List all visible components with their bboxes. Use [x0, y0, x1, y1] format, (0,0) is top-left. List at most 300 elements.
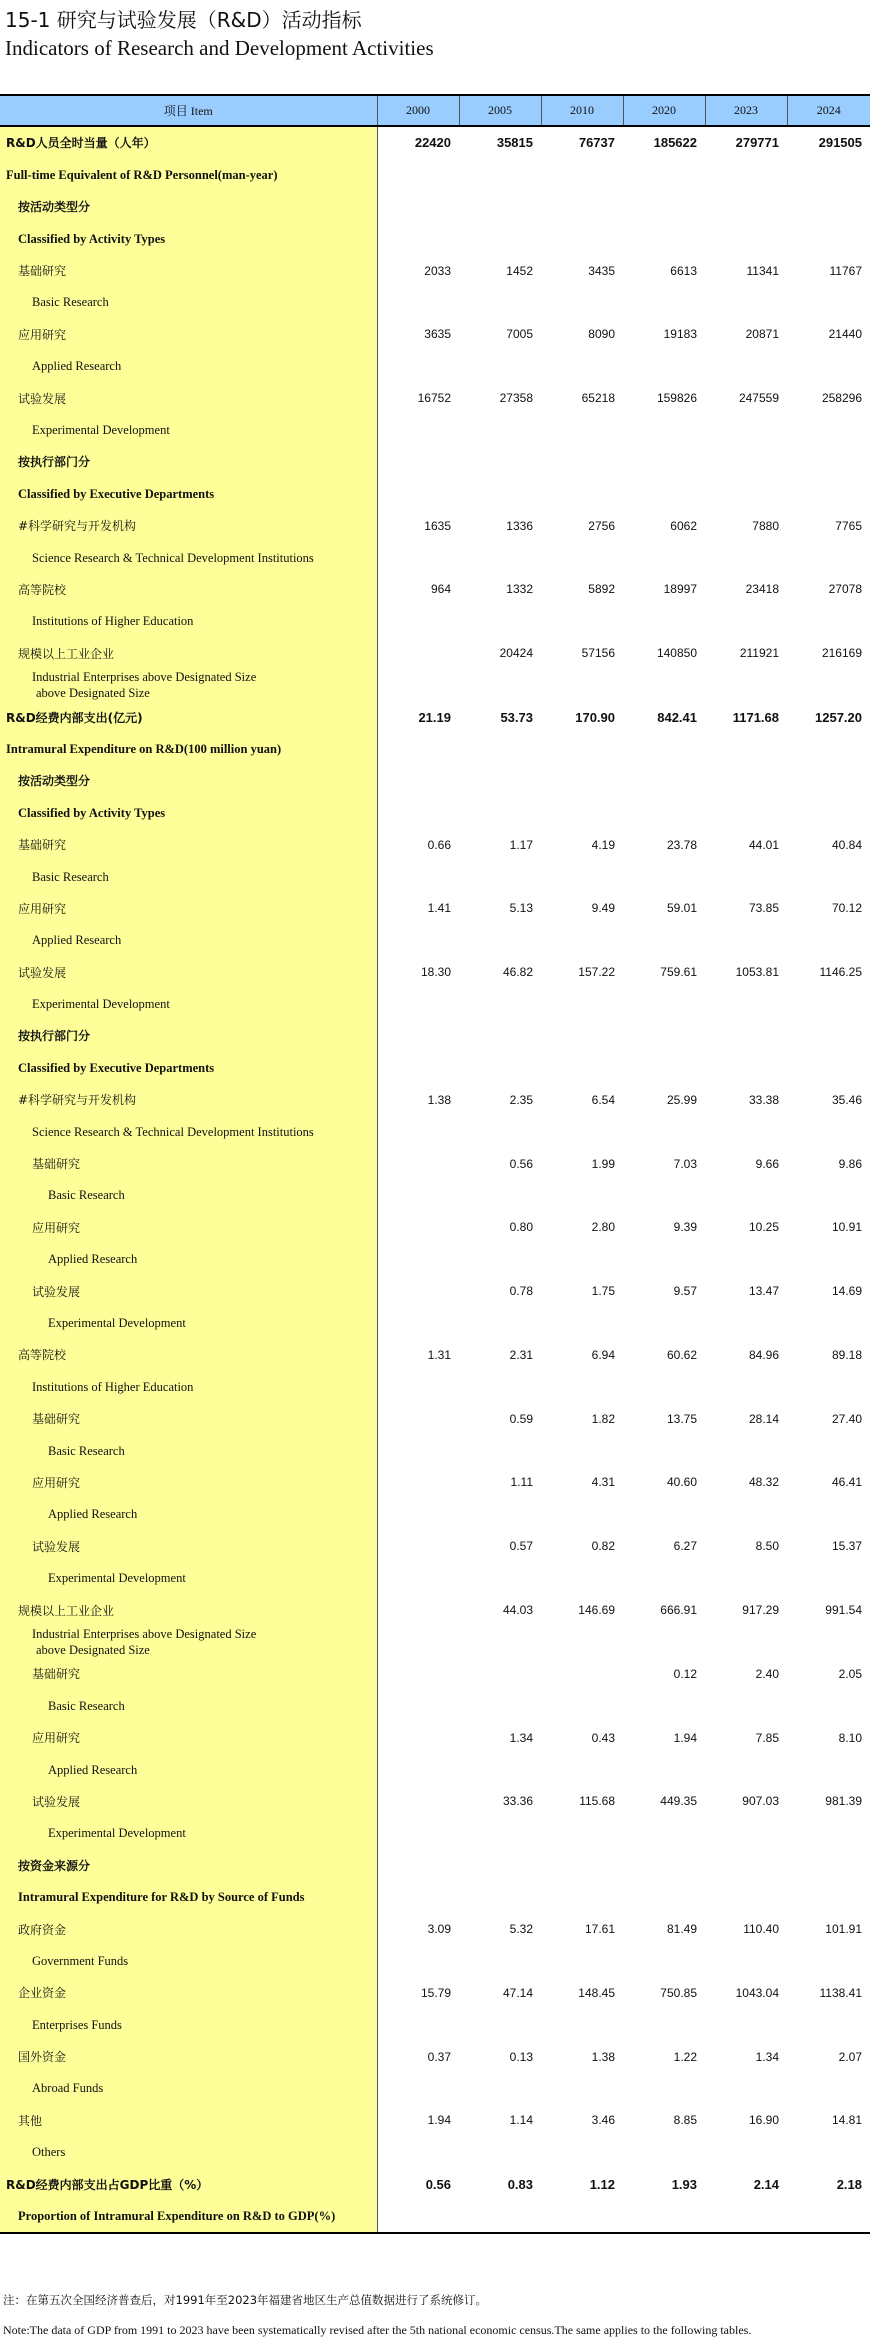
- cell-value: [459, 350, 541, 382]
- cell-value: [459, 223, 541, 255]
- table-row: [0, 1307, 870, 1339]
- table-body: [0, 126, 870, 2233]
- cell-value: [541, 2009, 623, 2041]
- row-label: [0, 765, 377, 797]
- cell-value: 917.29: [742, 1603, 779, 1618]
- cell-value: [377, 1243, 459, 1275]
- cell-value: [623, 1626, 705, 1658]
- row-label: [0, 542, 377, 574]
- cell-value: 25.99: [666, 1092, 697, 1107]
- row-label: [0, 1307, 377, 1339]
- cell-value: 2033: [424, 263, 451, 278]
- row-label: [0, 924, 377, 956]
- cell-value: [787, 2200, 870, 2233]
- cell-value: [459, 1052, 541, 1084]
- cell-value: [623, 1116, 705, 1148]
- cell-value: [623, 1020, 705, 1052]
- indicators-table: [0, 94, 870, 2234]
- cell-value: [787, 414, 870, 446]
- cell-value: [623, 542, 705, 574]
- row-label-text: 规模以上工业企业: [18, 646, 115, 661]
- table-row: [0, 446, 870, 478]
- row-label: [0, 669, 377, 701]
- row-label: [0, 956, 377, 988]
- cell-value: [377, 1658, 459, 1690]
- cell-value: [459, 1690, 541, 1722]
- cell-value: 22420: [414, 135, 451, 151]
- row-label: [0, 1243, 377, 1275]
- column-header-year: 2024: [787, 95, 870, 126]
- cell-value: [623, 191, 705, 223]
- cell-value: 21440: [828, 327, 862, 342]
- table-row: [0, 414, 870, 446]
- cell-value: 5.32: [509, 1922, 533, 1937]
- cell-value: 1.22: [673, 2049, 697, 2064]
- cell-value: [623, 1849, 705, 1881]
- cell-value: 23418: [745, 582, 779, 597]
- row-label-text: Experimental Development: [32, 997, 170, 1012]
- cell-value: 159826: [656, 391, 697, 406]
- cell-value: 28.14: [748, 1411, 779, 1426]
- row-label-text: 高等院校: [18, 1348, 67, 1363]
- row-label: [0, 1658, 377, 1690]
- cell-value: [541, 159, 623, 191]
- table-row: [0, 669, 870, 701]
- cell-value: 19183: [663, 327, 697, 342]
- cell-value: [705, 1498, 787, 1530]
- row-label: [0, 1530, 377, 1562]
- cell-value: 7880: [752, 518, 779, 533]
- cell-value: 1.34: [509, 1730, 533, 1745]
- row-label: [0, 1339, 377, 1371]
- cell-value: [787, 2136, 870, 2168]
- cell-value: [705, 1690, 787, 1722]
- cell-value: [377, 1722, 459, 1754]
- row-label-text: Classified by Activity Types: [18, 231, 166, 246]
- table-header-row: [0, 95, 870, 126]
- row-label: [0, 1626, 377, 1658]
- cell-value: 18.30: [420, 965, 451, 980]
- cell-value: [787, 733, 870, 765]
- cell-value: [541, 1052, 623, 1084]
- row-label: [0, 318, 377, 350]
- cell-value: [705, 733, 787, 765]
- cell-value: 27358: [499, 391, 533, 406]
- row-label: [0, 892, 377, 924]
- cell-value: 291505: [818, 135, 862, 151]
- cell-value: [705, 605, 787, 637]
- cell-value: [377, 446, 459, 478]
- cell-value: 1.31: [427, 1347, 451, 1362]
- cell-value: [787, 861, 870, 893]
- cell-value: 84.96: [748, 1347, 779, 1362]
- cell-value: [459, 1945, 541, 1977]
- table-row: [0, 350, 870, 382]
- row-label-text: 基础研究: [18, 838, 67, 853]
- cell-value: [705, 988, 787, 1020]
- table-row: [0, 1690, 870, 1722]
- row-label: [0, 1817, 377, 1849]
- cell-value: [541, 1307, 623, 1339]
- cell-value: [459, 1881, 541, 1913]
- cell-value: 57156: [581, 646, 615, 661]
- cell-value: [541, 1945, 623, 1977]
- cell-value: [459, 191, 541, 223]
- column-header-year: 2010: [541, 95, 623, 126]
- row-label: [0, 255, 377, 287]
- cell-value: 0.57: [509, 1539, 533, 1554]
- cell-value: [705, 1881, 787, 1913]
- cell-value: [541, 1243, 623, 1275]
- cell-value: [377, 1275, 459, 1307]
- row-label: [0, 988, 377, 1020]
- cell-value: [459, 733, 541, 765]
- cell-value: 247559: [738, 391, 779, 406]
- cell-value: [705, 350, 787, 382]
- cell-value: 2.18: [836, 2176, 862, 2192]
- row-label: [0, 733, 377, 765]
- cell-value: 35.46: [831, 1092, 862, 1107]
- cell-value: [541, 1817, 623, 1849]
- cell-value: 0.43: [591, 1730, 615, 1745]
- row-label: [0, 1467, 377, 1499]
- row-label-text: 应用研究: [18, 327, 67, 342]
- cell-value: [377, 1052, 459, 1084]
- row-label: [0, 1754, 377, 1786]
- cell-value: [623, 2009, 705, 2041]
- row-label-text: 按活动类型分: [18, 200, 91, 215]
- cell-value: 1.93: [671, 2176, 697, 2192]
- cell-value: [623, 2200, 705, 2233]
- cell-value: [459, 159, 541, 191]
- cell-value: 47.14: [502, 1985, 533, 2000]
- cell-value: [623, 1243, 705, 1275]
- row-label-text: Classified by Executive Departments: [18, 486, 215, 501]
- cell-value: [623, 446, 705, 478]
- cell-value: 65218: [581, 391, 615, 406]
- cell-value: [541, 1371, 623, 1403]
- row-label-text: Enterprises Funds: [32, 2017, 122, 2032]
- table-row: [0, 1498, 870, 1530]
- cell-value: [787, 1817, 870, 1849]
- cell-value: 216169: [821, 646, 862, 661]
- cell-value: 46.82: [502, 965, 533, 980]
- cell-value: [623, 286, 705, 318]
- cell-value: [377, 1690, 459, 1722]
- cell-value: [459, 1307, 541, 1339]
- row-label-text: 基础研究: [18, 264, 67, 278]
- row-label-text: 基础研究: [32, 1667, 81, 1682]
- row-label-text: 企业资金: [18, 1986, 67, 2001]
- cell-value: [541, 924, 623, 956]
- row-label: [0, 382, 377, 414]
- row-label-text: 基础研究: [32, 1412, 81, 1427]
- table-row: [0, 1977, 870, 2009]
- cell-value: [459, 542, 541, 574]
- cell-value: [623, 924, 705, 956]
- cell-value: 148.45: [578, 1985, 615, 2000]
- cell-value: 146.69: [578, 1603, 615, 1618]
- cell-value: [705, 1020, 787, 1052]
- row-label-line2: above Designated Size: [36, 1642, 150, 1657]
- cell-value: 11767: [829, 263, 862, 278]
- row-label: [0, 2041, 377, 2073]
- cell-value: 8.85: [673, 2113, 697, 2128]
- row-label-text: Basic Research: [32, 869, 109, 884]
- table-row: [0, 1403, 870, 1435]
- row-label: [0, 1148, 377, 1180]
- cell-value: [787, 1307, 870, 1339]
- cell-value: [787, 223, 870, 255]
- cell-value: 1.41: [427, 901, 451, 916]
- cell-value: [705, 1754, 787, 1786]
- row-label-text: Basic Research: [48, 1188, 125, 1203]
- cell-value: 0.80: [509, 1220, 533, 1235]
- cell-value: 1452: [506, 263, 533, 278]
- cell-value: [705, 1849, 787, 1881]
- cell-value: 7765: [835, 518, 862, 533]
- cell-value: [459, 1498, 541, 1530]
- cell-value: [377, 478, 459, 510]
- cell-value: [787, 988, 870, 1020]
- cell-value: [705, 223, 787, 255]
- cell-value: [541, 1562, 623, 1594]
- cell-value: [787, 1243, 870, 1275]
- cell-value: [459, 1180, 541, 1212]
- cell-value: [705, 414, 787, 446]
- cell-value: [541, 765, 623, 797]
- cell-value: 211921: [739, 646, 779, 661]
- row-label: [0, 1594, 377, 1626]
- cell-value: [623, 1881, 705, 1913]
- cell-value: 3.09: [427, 1922, 451, 1937]
- cell-value: 0.82: [591, 1539, 615, 1554]
- cell-value: [623, 1307, 705, 1339]
- note-en: Note:The data of GDP from 1991 to 2023 have been systematically revised after the 5th national economic census.The same applies to the following tables.: [3, 2323, 752, 2337]
- row-label-text: 试验发展: [18, 391, 67, 406]
- row-label-text: 应用研究: [32, 1220, 81, 1235]
- cell-value: 1.94: [673, 1730, 697, 1745]
- cell-value: 44.03: [502, 1603, 533, 1618]
- row-label: [0, 1786, 377, 1818]
- table-row: [0, 1722, 870, 1754]
- cell-value: [787, 1754, 870, 1786]
- row-label-text: 基础研究: [32, 1157, 81, 1172]
- cell-value: 11341: [746, 263, 779, 278]
- cell-value: [459, 414, 541, 446]
- table-row: [0, 733, 870, 765]
- cell-value: 15.37: [831, 1539, 862, 1554]
- row-label: [0, 1052, 377, 1084]
- row-label: [0, 701, 377, 733]
- row-label: [0, 1562, 377, 1594]
- cell-value: [459, 1020, 541, 1052]
- cell-value: 2.80: [591, 1220, 615, 1235]
- cell-value: 40.60: [666, 1475, 697, 1490]
- cell-value: [459, 446, 541, 478]
- cell-value: [623, 797, 705, 829]
- cell-value: 9.49: [591, 901, 615, 916]
- row-label: [0, 1435, 377, 1467]
- cell-value: 15.79: [420, 1985, 451, 2000]
- cell-value: [623, 2136, 705, 2168]
- cell-value: [459, 1754, 541, 1786]
- row-label-text: Experimental Development: [48, 1826, 186, 1841]
- cell-value: [623, 605, 705, 637]
- table-row: [0, 1658, 870, 1690]
- cell-value: [377, 988, 459, 1020]
- cell-value: [377, 159, 459, 191]
- table-row: [0, 318, 870, 350]
- cell-value: [459, 2200, 541, 2233]
- row-label-text: Applied Research: [48, 1762, 138, 1777]
- table-row: [0, 829, 870, 861]
- row-label: [0, 414, 377, 446]
- cell-value: [541, 446, 623, 478]
- cell-value: [541, 1116, 623, 1148]
- row-label-text: 应用研究: [18, 901, 67, 916]
- cell-value: [377, 1467, 459, 1499]
- cell-value: 1043.04: [735, 1985, 779, 2000]
- row-label-text: 应用研究: [32, 1731, 81, 1746]
- cell-value: 1.34: [755, 2049, 779, 2064]
- cell-value: [459, 1562, 541, 1594]
- cell-value: [705, 669, 787, 701]
- cell-value: 0.12: [673, 1666, 697, 1681]
- cell-value: 2.40: [755, 1666, 779, 1681]
- cell-value: 53.73: [500, 709, 533, 725]
- cell-value: [377, 2073, 459, 2105]
- cell-value: [459, 797, 541, 829]
- table-row: [0, 892, 870, 924]
- table-row: [0, 605, 870, 637]
- cell-value: 0.56: [425, 2176, 451, 2192]
- row-label-text: Intramural Expenditure on R&D(100 million yuan): [6, 741, 282, 756]
- row-label: [0, 2009, 377, 2041]
- table-row: [0, 510, 870, 542]
- row-label-text: #科学研究与开发机构: [18, 1093, 137, 1108]
- cell-value: [787, 1690, 870, 1722]
- cell-value: 981.39: [825, 1794, 862, 1809]
- cell-value: [623, 765, 705, 797]
- cell-value: [705, 1626, 787, 1658]
- cell-value: [623, 414, 705, 446]
- cell-value: [787, 2073, 870, 2105]
- table-row: [0, 2200, 870, 2233]
- row-label-text: Applied Research: [32, 933, 122, 948]
- cell-value: 1336: [506, 518, 533, 533]
- table-row: [0, 765, 870, 797]
- table-row: [0, 1754, 870, 1786]
- table-row: [0, 2168, 870, 2200]
- cell-value: [541, 1690, 623, 1722]
- cell-value: 6613: [670, 263, 697, 278]
- cell-value: 0.83: [507, 2176, 533, 2192]
- cell-value: [377, 1020, 459, 1052]
- cell-value: [541, 605, 623, 637]
- cell-value: 0.13: [509, 2049, 533, 2064]
- row-label-text: 国外资金: [18, 2050, 67, 2065]
- table-row: [0, 126, 870, 159]
- cell-value: [787, 2009, 870, 2041]
- cell-value: [377, 1786, 459, 1818]
- cell-value: [541, 797, 623, 829]
- cell-value: 20871: [745, 327, 779, 342]
- row-label: [0, 1849, 377, 1881]
- cell-value: [377, 605, 459, 637]
- row-label: [0, 861, 377, 893]
- cell-value: 48.32: [748, 1475, 779, 1490]
- cell-value: [377, 542, 459, 574]
- cell-value: [787, 1881, 870, 1913]
- row-label: [0, 1211, 377, 1243]
- cell-value: [787, 1945, 870, 1977]
- cell-value: [377, 765, 459, 797]
- cell-value: [541, 542, 623, 574]
- cell-value: 101.91: [825, 1922, 862, 1937]
- table-row: [0, 573, 870, 605]
- cell-value: 1053.81: [735, 965, 779, 980]
- table-row: [0, 1243, 870, 1275]
- cell-value: [459, 2009, 541, 2041]
- cell-value: 1.17: [509, 837, 533, 852]
- cell-value: [377, 223, 459, 255]
- row-label-text: Applied Research: [32, 359, 122, 374]
- cell-value: [541, 1180, 623, 1212]
- cell-value: [787, 1371, 870, 1403]
- row-label-text: Classified by Activity Types: [18, 805, 166, 820]
- cell-value: [459, 2136, 541, 2168]
- cell-value: [623, 1817, 705, 1849]
- cell-value: [377, 1116, 459, 1148]
- row-label-text: Basic Research: [48, 1698, 125, 1713]
- cell-value: 8.50: [755, 1539, 779, 1554]
- cell-value: [705, 861, 787, 893]
- cell-value: [787, 1849, 870, 1881]
- table-row: [0, 861, 870, 893]
- cell-value: [377, 1945, 459, 1977]
- row-label-text: 政府资金: [18, 1922, 67, 1937]
- cell-value: [705, 1562, 787, 1594]
- table-row: [0, 701, 870, 733]
- table-row: [0, 1817, 870, 1849]
- row-label: [0, 1180, 377, 1212]
- cell-value: 20424: [499, 646, 533, 661]
- table-row: [0, 223, 870, 255]
- cell-value: [541, 223, 623, 255]
- row-label: [0, 2200, 377, 2233]
- table-row: [0, 382, 870, 414]
- cell-value: [787, 1020, 870, 1052]
- cell-value: 115.68: [579, 1794, 615, 1809]
- table-row: [0, 1435, 870, 1467]
- cell-value: [459, 1626, 541, 1658]
- table-row: [0, 255, 870, 287]
- cell-value: [705, 1307, 787, 1339]
- row-label-text: Proportion of Intramural Expenditure on R&D to GDP(%): [18, 2209, 336, 2224]
- cell-value: [705, 1180, 787, 1212]
- table-row: [0, 1275, 870, 1307]
- cell-value: 759.61: [660, 965, 697, 980]
- cell-value: 3635: [424, 327, 451, 342]
- cell-value: [623, 223, 705, 255]
- table-row: [0, 191, 870, 223]
- cell-value: [541, 1626, 623, 1658]
- cell-value: 10.91: [831, 1220, 862, 1235]
- cell-value: [705, 1435, 787, 1467]
- row-label-text: 按资金来源分: [18, 1858, 91, 1873]
- cell-value: 33.36: [502, 1794, 533, 1809]
